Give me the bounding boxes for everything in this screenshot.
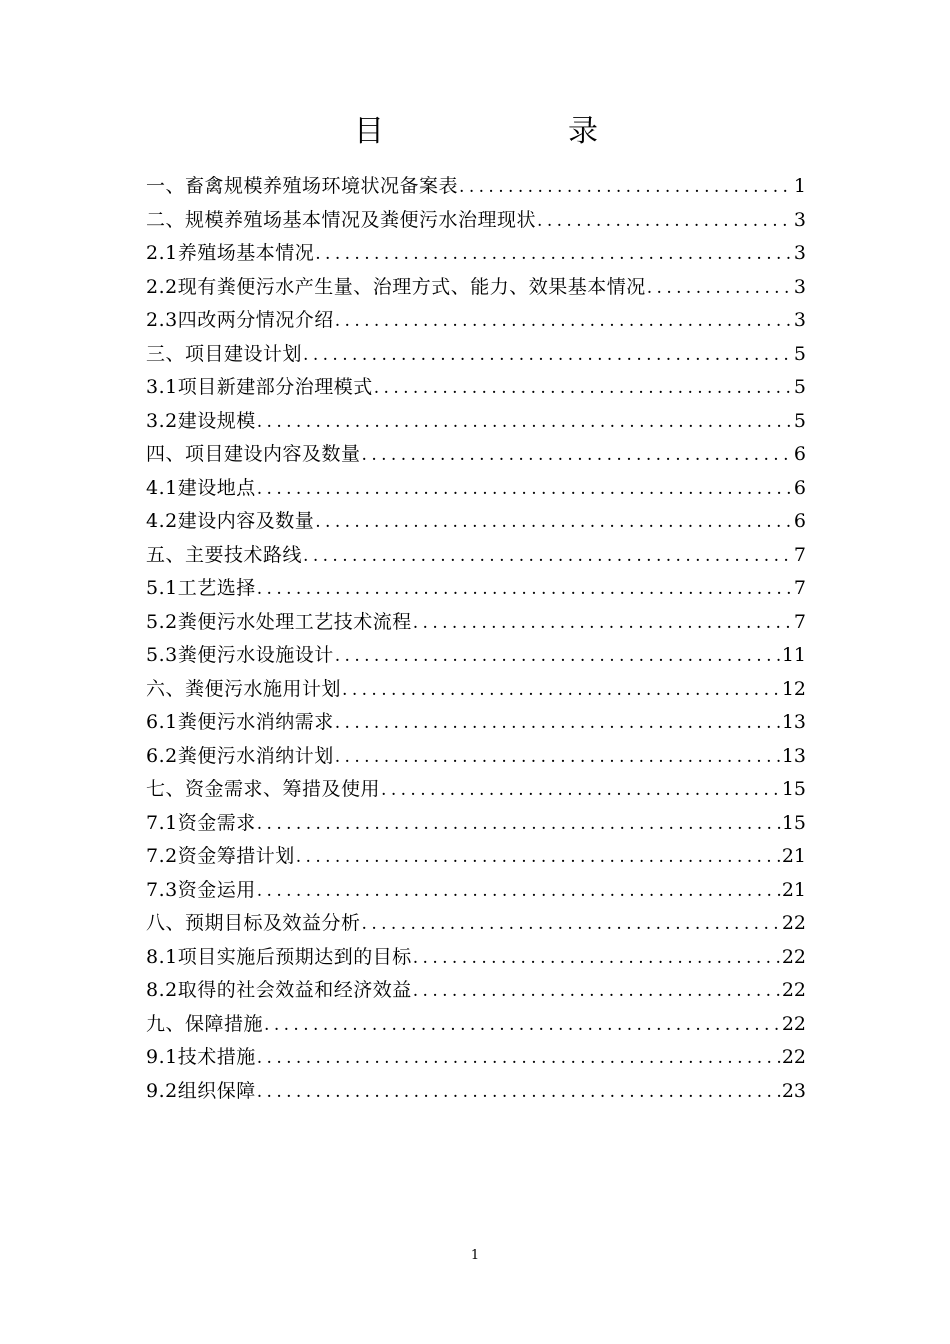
- toc-dot-leader: [334, 707, 781, 741]
- toc-entry-page: 21: [781, 878, 806, 901]
- toc-entry-label: 四、项目建设内容及数量: [146, 443, 361, 465]
- toc-entry-label: 九、保障措施: [146, 1012, 264, 1035]
- toc-entry-label: 3.2建设规模: [146, 409, 256, 432]
- toc-dot-leader: [536, 205, 793, 239]
- toc-entry-page: 23: [781, 1079, 806, 1102]
- toc-entry[interactable]: [146, 974, 806, 1008]
- toc-entry-page: 22: [781, 1012, 806, 1035]
- toc-entry-label: 7.3资金运用: [146, 878, 256, 901]
- toc-entry[interactable]: [146, 371, 806, 405]
- toc-entry-label: 5.2粪便污水处理工艺技术流程: [146, 610, 412, 633]
- toc-dot-leader: [380, 774, 781, 808]
- toc-dot-leader: [412, 607, 793, 641]
- toc-dot-leader: [458, 171, 793, 205]
- toc-entry[interactable]: [146, 1041, 806, 1075]
- toc-entry-page: 7: [793, 577, 806, 599]
- toc-entry[interactable]: [146, 907, 806, 941]
- toc-dot-leader: [295, 841, 781, 875]
- toc-entry-label: 五、主要技术路线: [146, 543, 303, 566]
- toc-entry-label: 七、资金需求、筹措及使用: [146, 778, 381, 800]
- toc-entry[interactable]: [146, 874, 806, 908]
- toc-entry-page: 6: [793, 443, 806, 465]
- toc-entry-page: 6: [793, 510, 806, 532]
- toc-dot-leader: [302, 339, 793, 373]
- table-of-contents: [146, 170, 806, 1108]
- toc-entry-label: 7.1资金需求: [146, 811, 256, 834]
- toc-entry[interactable]: [146, 840, 806, 874]
- toc-entry-page: 3: [793, 275, 806, 298]
- toc-dot-leader: [256, 875, 781, 909]
- toc-entry-label: 9.2组织保障: [146, 1079, 256, 1102]
- toc-dot-leader: [314, 506, 793, 540]
- toc-entry-page: 5: [793, 376, 806, 398]
- toc-dot-leader: [263, 1009, 781, 1043]
- toc-entry-page: 12: [781, 677, 806, 700]
- toc-entry[interactable]: [146, 1075, 806, 1109]
- toc-dot-leader: [373, 372, 793, 406]
- toc-entry-label: 4.1建设地点: [146, 476, 256, 499]
- toc-entry[interactable]: [146, 472, 806, 506]
- toc-entry-page: 22: [781, 945, 806, 968]
- toc-entry-page: 22: [781, 912, 806, 934]
- toc-entry[interactable]: [146, 639, 806, 673]
- toc-entry-label: 4.2建设内容及数量: [146, 510, 315, 532]
- toc-entry[interactable]: [146, 271, 806, 305]
- toc-entry[interactable]: [146, 405, 806, 439]
- toc-entry-page: 5: [793, 342, 806, 365]
- toc-dot-leader: [256, 1076, 781, 1110]
- toc-entry-page: 13: [781, 711, 806, 733]
- toc-entry-page: 22: [781, 979, 806, 1001]
- page-number: 1: [470, 1248, 480, 1263]
- toc-entry[interactable]: [146, 438, 806, 472]
- toc-entry-label: 8.1项目实施后预期达到的目标: [146, 945, 412, 968]
- toc-entry-page: 3: [793, 309, 806, 331]
- toc-entry[interactable]: [146, 941, 806, 975]
- toc-entry[interactable]: [146, 606, 806, 640]
- toc-entry[interactable]: [146, 673, 806, 707]
- toc-dot-leader: [412, 942, 781, 976]
- toc-dot-leader: [334, 640, 781, 674]
- toc-title-char: 目: [354, 114, 384, 149]
- toc-entry-label: 6.1粪便污水消纳需求: [146, 711, 334, 733]
- toc-entry-label: 9.1技术措施: [146, 1046, 256, 1068]
- toc-entry-page: 15: [781, 778, 806, 800]
- toc-entry[interactable]: [146, 170, 806, 204]
- toc-dot-leader: [302, 540, 793, 574]
- toc-entry-page: 21: [781, 845, 806, 867]
- toc-entry-page: 1: [793, 175, 806, 197]
- toc-entry[interactable]: [146, 539, 806, 573]
- toc-dot-leader: [412, 975, 781, 1009]
- toc-entry[interactable]: [146, 237, 806, 271]
- toc-entry[interactable]: [146, 204, 806, 238]
- toc-entry[interactable]: [146, 706, 806, 740]
- toc-dot-leader: [334, 741, 781, 775]
- toc-entry-label: 二、规模养殖场基本情况及粪便污水治理现状: [146, 208, 537, 231]
- toc-entry-label: 6.2粪便污水消纳计划: [146, 744, 334, 767]
- toc-dot-leader: [361, 908, 781, 942]
- toc-entry[interactable]: [146, 773, 806, 807]
- toc-title: [0, 110, 950, 154]
- toc-entry[interactable]: [146, 572, 806, 606]
- toc-entry-page: 22: [781, 1046, 806, 1068]
- toc-dot-leader: [256, 406, 793, 440]
- toc-entry-page: 3: [793, 208, 806, 231]
- toc-entry-page: 5: [793, 409, 806, 432]
- toc-dot-leader: [256, 1042, 781, 1076]
- toc-entry-label: 2.1养殖场基本情况: [146, 242, 315, 264]
- toc-entry-label: 一、畜禽规模养殖场环境状况备案表: [146, 175, 459, 197]
- toc-entry[interactable]: [146, 807, 806, 841]
- toc-dot-leader: [361, 439, 793, 473]
- toc-dot-leader: [341, 674, 781, 708]
- toc-entry-page: 11: [781, 644, 806, 666]
- toc-entry[interactable]: [146, 1008, 806, 1042]
- toc-entry[interactable]: [146, 338, 806, 372]
- toc-entry-page: 3: [793, 242, 806, 264]
- toc-dot-leader: [646, 272, 793, 306]
- toc-entry-label: 三、项目建设计划: [146, 342, 303, 365]
- toc-entry-page: 15: [781, 811, 806, 834]
- toc-entry-label: 7.2资金筹措计划: [146, 845, 295, 867]
- toc-entry-label: 六、粪便污水施用计划: [146, 677, 342, 700]
- toc-entry-label: 5.3粪便污水设施设计: [146, 644, 334, 666]
- toc-dot-leader: [314, 238, 793, 272]
- toc-entry-page: 7: [793, 610, 806, 633]
- toc-entry[interactable]: [146, 740, 806, 774]
- toc-entry[interactable]: [146, 505, 806, 539]
- toc-dot-leader: [256, 573, 793, 607]
- toc-dot-leader: [334, 305, 793, 339]
- toc-entry-label: 5.1工艺选择: [146, 577, 256, 599]
- toc-entry-page: 13: [781, 744, 806, 767]
- toc-title-char: 录: [568, 114, 598, 149]
- toc-entry-page: 7: [793, 543, 806, 566]
- toc-entry[interactable]: [146, 304, 806, 338]
- toc-dot-leader: [256, 473, 793, 507]
- toc-entry-label: 2.2现有粪便污水产生量、治理方式、能力、效果基本情况: [146, 275, 646, 298]
- toc-entry-label: 8.2取得的社会效益和经济效益: [146, 979, 412, 1001]
- toc-dot-leader: [256, 808, 781, 842]
- toc-entry-label: 2.3四改两分情况介绍: [146, 309, 334, 331]
- toc-entry-label: 八、预期目标及效益分析: [146, 912, 361, 934]
- toc-entry-page: 6: [793, 476, 806, 499]
- toc-entry-label: 3.1项目新建部分治理模式: [146, 376, 373, 398]
